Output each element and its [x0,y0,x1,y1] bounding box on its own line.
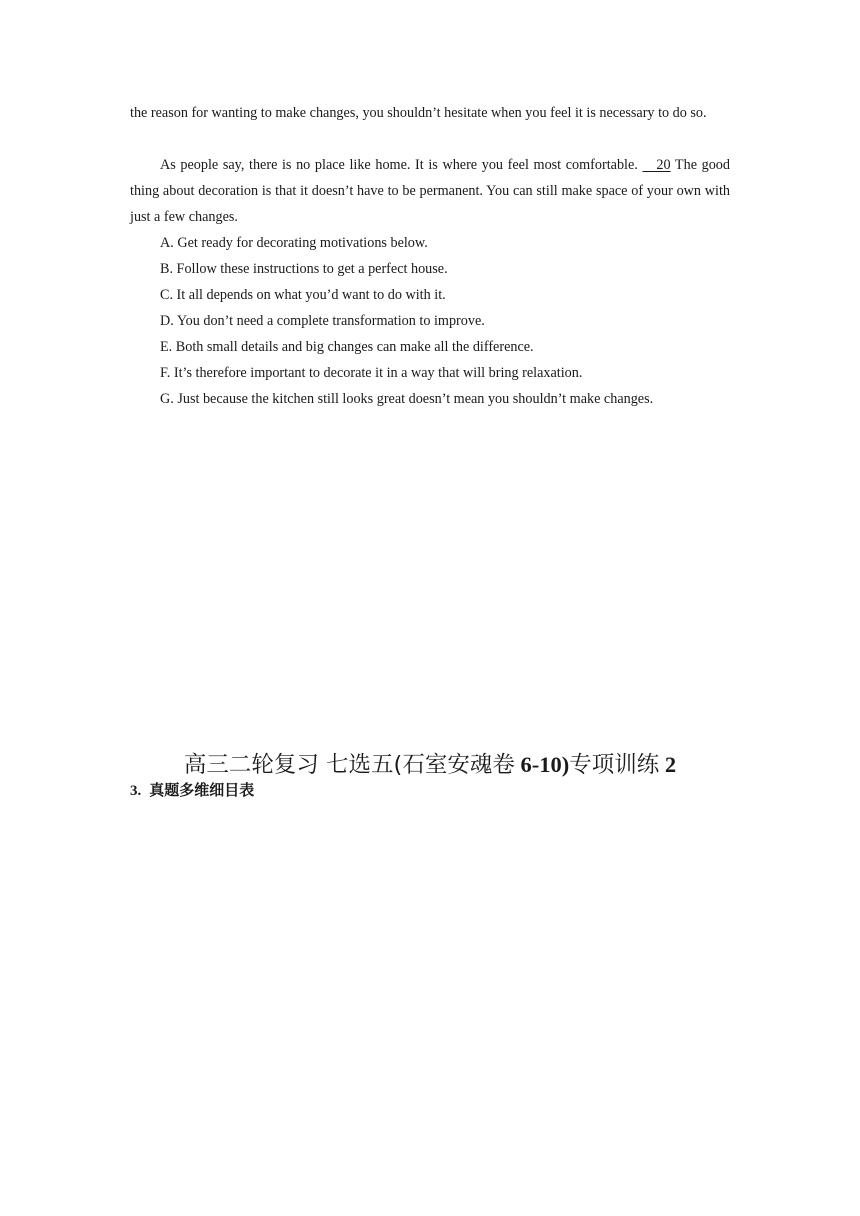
title-part-2: 石室安魂卷 [402,752,515,778]
option-d: D. You don’t need a complete transformation to improve. [160,313,485,329]
paragraph-text-after-blank: The good thing about decoration is that it doesn’t have to be permanent. You can still make space of your own with just a few changes. [130,157,730,225]
option-c: C. It all depends on what you’d want to do with it. [160,287,446,303]
section-heading-text: 真题多维细目表 [149,781,255,799]
title-part-5: 2 [659,752,677,777]
section-heading [130,779,254,802]
answer-options-list [160,230,740,412]
option-g: G. Just because the kitchen still looks great doesn’t mean you shouldn’t make changes. [160,391,654,407]
passage-paragraph-continued: the reason for wanting to make changes, you shouldn’t hesitate when you feel it is necessary to do so. [130,105,707,121]
document-title [0,746,860,784]
option-f: F. It’s therefore important to decorate it in a way that will bring relaxation. [160,365,583,381]
paragraph-text-before-blank: As people say, there is no place like home. It is where you feel most comfortable. [160,157,643,173]
title-part-3: 6-10) [514,752,570,777]
title-part-1: 高三二轮复习 七选五( [183,752,403,778]
option-b: B. Follow these instructions to get a perfect house. [160,261,448,277]
option-a: A. Get ready for decorating motivations below. [160,235,428,251]
answer-blank-20: 20 [642,157,671,173]
passage-paragraph-last [130,152,730,230]
title-part-4: 专项训练 [569,752,660,778]
section-number: 3. [130,783,142,799]
option-e: E. Both small details and big changes can make all the difference. [160,339,534,355]
